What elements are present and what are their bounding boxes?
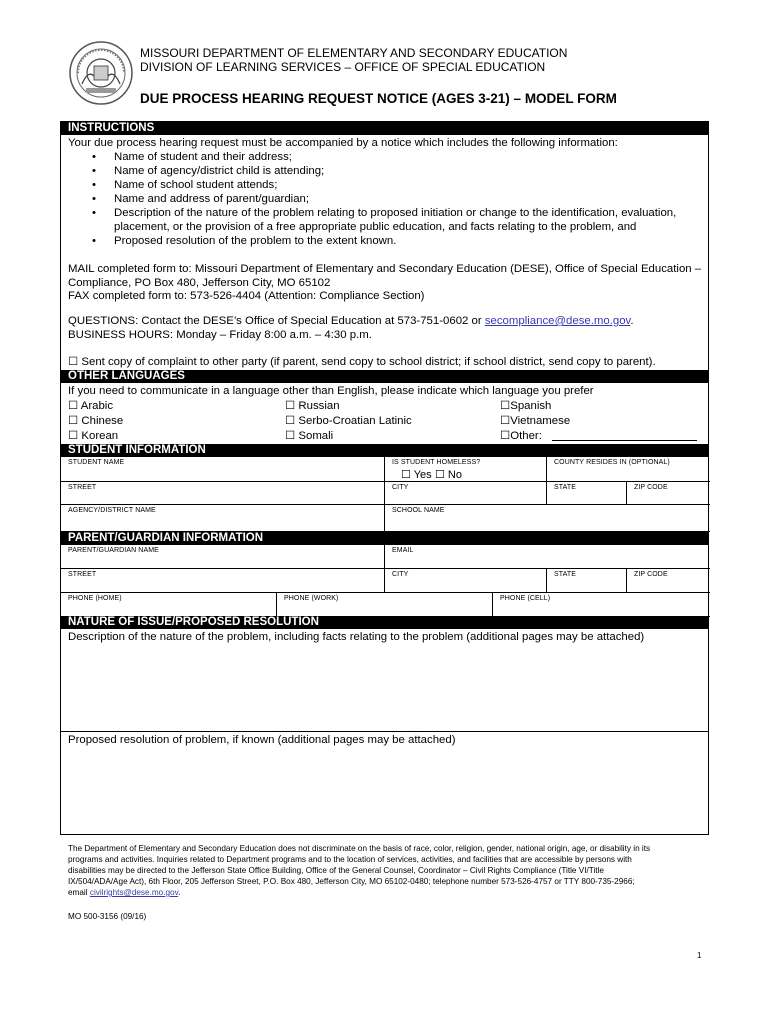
- homeless-no-option[interactable]: ☐ No: [435, 469, 462, 481]
- checkbox[interactable]: ☐: [68, 400, 81, 412]
- field-label: STREET: [68, 484, 97, 491]
- phone-work-field[interactable]: [277, 593, 493, 617]
- instruction-bullet: • Name of student and their address;: [114, 150, 292, 164]
- homeless-field: [385, 457, 547, 482]
- instruction-bullet: • Name of agency/district child is attending;: [114, 164, 324, 178]
- yes-label: Yes: [413, 469, 432, 481]
- language-label: Korean: [81, 430, 119, 442]
- checkbox[interactable]: ☐: [285, 415, 299, 427]
- parent-street-field[interactable]: [61, 569, 385, 593]
- field-label: EMAIL: [392, 547, 414, 554]
- questions-contact: [68, 314, 634, 328]
- resolution-prompt: Proposed resolution of problem, if known (additional pages may be attached): [68, 734, 456, 746]
- parent-city-field[interactable]: [385, 569, 547, 593]
- language-option-russian[interactable]: [285, 399, 340, 413]
- instruction-bullet-continuation: placement, or the provision of a free appropriate public education, and facts relating to the problem, and: [114, 221, 637, 233]
- language-option-arabic[interactable]: [68, 399, 113, 413]
- language-option-chinese[interactable]: [68, 414, 123, 428]
- page-title: DUE PROCESS HEARING REQUEST NOTICE (AGES 3-21) – MODEL FORM: [140, 91, 617, 106]
- instruction-bullet: • Name of school student attends;: [114, 178, 277, 192]
- sent-copy-label: Sent copy of complaint to other party (if parent, send copy to school district; if school district, send copy to parent).: [81, 356, 656, 368]
- civil-rights-contact: [68, 887, 180, 898]
- other-language-input[interactable]: [552, 440, 697, 441]
- parent-state-field[interactable]: [547, 569, 627, 593]
- mail-instruction: MAIL completed form to: Missouri Department of Elementary and Secondary Education (DESE), Office of Special Education –: [68, 263, 702, 275]
- questions-period: .: [630, 315, 634, 327]
- email-prefix: email: [68, 888, 90, 897]
- student-street-field[interactable]: [61, 482, 385, 505]
- questions-text: QUESTIONS: Contact the DESE’s Office of Special Education at 573-751-0602 or: [68, 315, 485, 327]
- field-label: PARENT/GUARDIAN NAME: [68, 547, 159, 554]
- languages-heading: OTHER LANGUAGES: [61, 370, 708, 383]
- business-hours: BUSINESS HOURS: Monday – Friday 8:00 a.m. – 4:30 p.m.: [68, 329, 372, 341]
- language-option-other[interactable]: [500, 429, 542, 443]
- nondiscrimination-line: The Department of Elementary and Secondary Education does not discriminate on the basis of race, color, religion, gender, national origin, age, or disability in its: [68, 844, 651, 853]
- parent-info-heading: PARENT/GUARDIAN INFORMATION: [61, 532, 708, 545]
- fax-instruction: FAX completed form to: 573-526-4404 (Attention: Compliance Section): [68, 290, 425, 302]
- problem-description-field[interactable]: [61, 629, 710, 731]
- language-label: Somali: [298, 430, 334, 442]
- language-label: Vietnamese: [510, 415, 571, 427]
- language-label: Arabic: [80, 400, 114, 412]
- homeless-yes-option[interactable]: ☐ Yes: [401, 469, 432, 481]
- proposed-resolution-field[interactable]: [61, 732, 710, 834]
- student-info-heading: STUDENT INFORMATION: [61, 444, 708, 457]
- checkbox[interactable]: ☐: [500, 430, 511, 442]
- state-seal: [68, 40, 134, 106]
- checkbox[interactable]: ☐: [68, 415, 82, 427]
- student-name-field[interactable]: [61, 457, 385, 482]
- field-label: CITY: [392, 484, 409, 491]
- civil-rights-email-link[interactable]: civilrights@dese.mo.gov: [89, 888, 179, 897]
- county-field[interactable]: [547, 457, 710, 482]
- field-label: STATE: [554, 484, 577, 491]
- compliance-email-link[interactable]: secompliance@dese.mo.gov: [484, 315, 631, 327]
- field-label: STUDENT NAME: [68, 459, 125, 466]
- instruction-bullet: • Description of the nature of the problem relating to proposed initiation or change to the identification, evaluation,: [114, 206, 676, 220]
- sent-copy-checkbox[interactable]: ☐: [68, 356, 82, 368]
- language-label: Spanish: [510, 400, 552, 412]
- instruction-bullet: • Proposed resolution of the problem to the extent known.: [114, 234, 396, 248]
- checkbox[interactable]: ☐: [285, 400, 299, 412]
- model-form: [60, 121, 709, 835]
- email-period: .: [178, 888, 181, 897]
- mail-address: Compliance, PO Box 480, Jefferson City, MO 65102: [68, 277, 331, 289]
- field-label: ZIP CODE: [634, 571, 668, 578]
- department-name: MISSOURI DEPARTMENT OF ELEMENTARY AND SECONDARY EDUCATION: [140, 46, 568, 60]
- checkbox[interactable]: ☐: [68, 430, 82, 442]
- school-name-field[interactable]: [385, 505, 710, 532]
- instructions-intro: Your due process hearing request must be accompanied by a notice which includes the following information:: [68, 137, 618, 149]
- field-label: STATE: [554, 571, 577, 578]
- language-label: Chinese: [81, 415, 124, 427]
- language-option-somali[interactable]: [285, 429, 333, 443]
- description-prompt: Description of the nature of the problem, including facts relating to the problem (additional pages may be attached): [68, 631, 645, 643]
- no-label: No: [447, 469, 462, 481]
- field-label: PHONE (CELL): [500, 595, 551, 602]
- field-label: IS STUDENT HOMELESS?: [392, 459, 481, 466]
- checkbox[interactable]: ☐: [500, 400, 511, 412]
- language-option-vietnamese[interactable]: [500, 414, 570, 428]
- form-number: MO 500-3156 (09/16): [68, 912, 147, 921]
- nondiscrimination-line: IX/504/ADA/Age Act), 6th Floor, 205 Jefferson Street, P.O. Box 480, Jefferson City, MO 65102-0480; telephone number 573-526-4757 or TTY 800-735-2966;: [68, 877, 635, 886]
- page-number: 1: [697, 951, 702, 960]
- student-state-field[interactable]: [547, 482, 627, 505]
- languages-prompt: If you need to communicate in a language other than English, please indicate which language you prefer: [68, 385, 594, 397]
- instructions-heading: INSTRUCTIONS: [61, 122, 708, 135]
- language-label: Serbo-Croatian Latinic: [298, 415, 412, 427]
- parent-zip-field[interactable]: [627, 569, 710, 593]
- agency-district-field[interactable]: [61, 505, 385, 532]
- field-label: COUNTY RESIDES IN (OPTIONAL): [554, 459, 670, 466]
- checkbox[interactable]: ☐: [500, 415, 511, 427]
- parent-email-field[interactable]: [385, 545, 710, 569]
- field-label: ZIP CODE: [634, 484, 668, 491]
- field-label: AGENCY/DISTRICT NAME: [68, 507, 156, 514]
- field-label: SCHOOL NAME: [392, 507, 445, 514]
- parent-name-field[interactable]: [61, 545, 385, 569]
- division-name: DIVISION OF LEARNING SERVICES – OFFICE OF SPECIAL EDUCATION: [140, 60, 546, 74]
- nondiscrimination-line: programs and activities. Inquiries related to Department programs and to the location of services, activities, and facilities that are accessible by persons with: [68, 855, 632, 864]
- field-label: PHONE (HOME): [68, 595, 122, 602]
- language-option-spanish[interactable]: [500, 399, 551, 413]
- language-label: Other:: [510, 430, 542, 442]
- checkbox[interactable]: ☐: [285, 430, 299, 442]
- language-option-korean[interactable]: [68, 429, 118, 443]
- field-label: PHONE (WORK): [284, 595, 339, 602]
- field-label: STREET: [68, 571, 97, 578]
- student-city-field[interactable]: [385, 482, 547, 505]
- sent-copy-option[interactable]: [68, 355, 656, 369]
- phone-cell-field[interactable]: [493, 593, 710, 617]
- language-label: Russian: [298, 400, 340, 412]
- nondiscrimination-line: disabilities may be directed to the Jefferson State Office Building, Office of the General Counsel, Coordinator – Civil Rights Compliance (Title VI/Title: [68, 866, 604, 875]
- student-zip-field[interactable]: [627, 482, 710, 505]
- issue-heading: NATURE OF ISSUE/PROPOSED RESOLUTION: [61, 616, 708, 629]
- phone-home-field[interactable]: [61, 593, 277, 617]
- field-label: CITY: [392, 571, 409, 578]
- instruction-bullet: • Name and address of parent/guardian;: [114, 192, 309, 206]
- language-option-serbo-croatian[interactable]: [285, 414, 412, 428]
